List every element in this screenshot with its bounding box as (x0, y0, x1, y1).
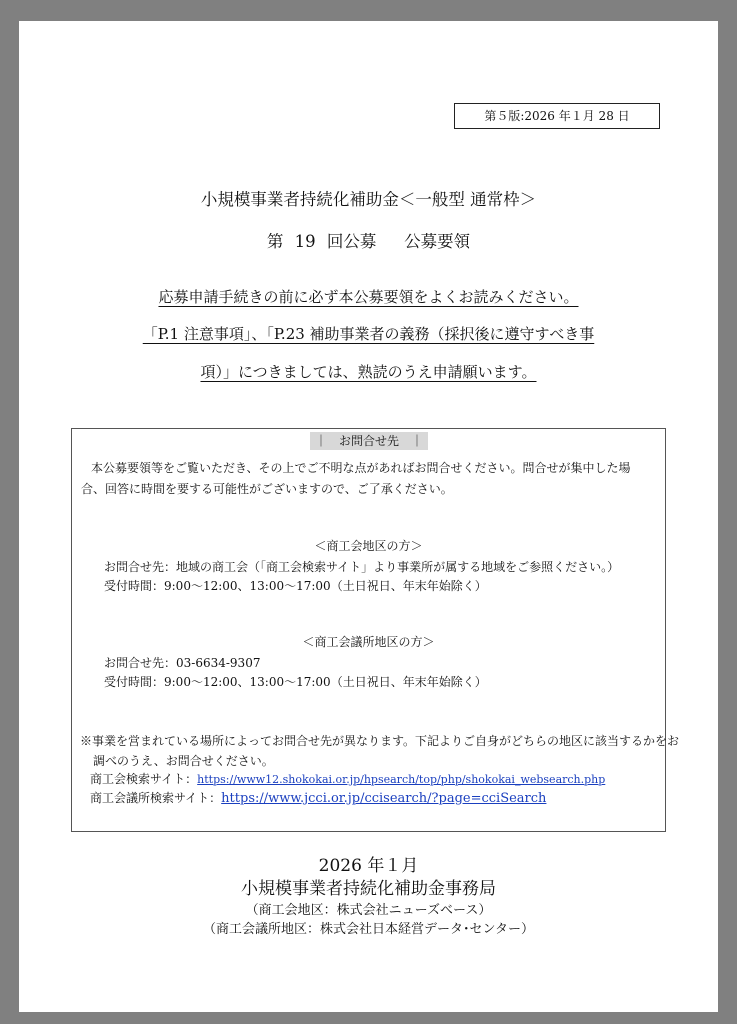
cci-contact: お問合せ先：03-6634-9307 (104, 656, 261, 670)
footer-cci-operator: （商工会議所地区：株式会社日本経営データ･センター） (203, 922, 534, 937)
contact-intro-line-2: 合、回答に時間を要する可能性がございますので、ご了承ください。 (81, 482, 453, 496)
notice-line-3: 項）」につきましては、熟読のうえ申請願います。 (200, 363, 537, 381)
cci-search-label: 商工会議所検索サイト： (90, 791, 222, 805)
shokokai-hours: 受付時間：9:00～12:00、13:00～17:00（土日祝日、年末年始除く） (104, 579, 487, 593)
shokokai-search-label: 商工会検索サイト： (90, 772, 198, 786)
contact-intro-line-1: 本公募要領等をご覧いただき、その上でご不明な点があればお問合せください。問合せが集中した場 (91, 461, 631, 475)
cci-hours: 受付時間：9:00～12:00、13:00～17:00（土日祝日、年末年始除く） (104, 675, 487, 689)
document-title: 小規模事業者持続化補助金＜一般型 通常枠＞ (200, 190, 537, 209)
notice-line-2: 「P.1 注意事項」、「P.23 補助事業者の義務（採択後に遵守すべき事 (142, 325, 595, 343)
footer-shokokai-operator: （商工会地区：株式会社ニューズベース） (245, 903, 492, 918)
document-subtitle: 第 19 回公募 公募要領 (266, 232, 471, 251)
notice-line-1: 応募申請手続きの前に必ず本公募要領をよくお読みください。 (158, 288, 579, 306)
shokokai-contact: お問合せ先：地域の商工会（「商工会検索サイト」より事業所が属する地域をご参照ください。） (104, 560, 620, 574)
cci-search-link[interactable]: https://www.jcci.or.jp/ccisearch/?page=cciSearch (221, 791, 547, 806)
footer-date: 2026 年１月 (318, 856, 419, 876)
footer-office: 小規模事業者持続化補助金事務局 (241, 879, 496, 899)
shokokai-search-row (90, 771, 605, 788)
note-line-1: ※事業を営まれている場所によってお問合せ先が異なります。下記よりご自身がどちらの地区に該当するかをお (80, 734, 680, 748)
edition-label: 第５版:2026 年１月 28 日 (454, 103, 660, 129)
cci-heading: ＜商工会議所地区の方＞ (302, 635, 435, 649)
shokokai-search-link[interactable]: https://www12.shokokai.or.jp/hpsearch/top/php/shokokai_websearch.php (197, 773, 606, 786)
cci-search-row (90, 790, 546, 807)
shokokai-heading: ＜商工会地区の方＞ (314, 539, 423, 553)
contact-heading: ｜ お問合せ先 ｜ (310, 432, 428, 450)
note-line-2: 調べのうえ、お問合せください。 (93, 754, 274, 768)
